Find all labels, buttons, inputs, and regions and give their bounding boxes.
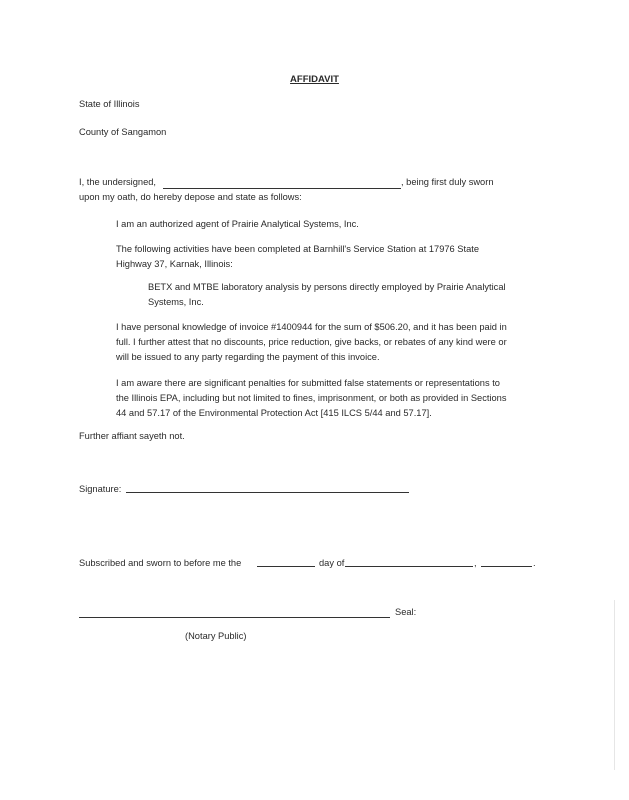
penalty-line-2: the Illinois EPA, including but not limited to fines, imprisonment, or both as provided in Sections [116, 393, 507, 403]
invoice-line-1: I have personal knowledge of invoice #1400944 for the sum of $506.20, and it has been paid in [116, 322, 507, 332]
comma: , [474, 558, 477, 568]
scan-edge-mark [614, 600, 615, 770]
intro-end: , being first duly sworn [401, 177, 494, 187]
day-blank[interactable] [257, 566, 315, 567]
document-title: AFFIDAVIT [290, 74, 339, 85]
notary-public-label: (Notary Public) [185, 631, 247, 641]
notary-signature-blank[interactable] [79, 617, 390, 618]
state-line: State of Illinois [79, 99, 140, 109]
penalty-line-3: 44 and 57.17 of the Environmental Protection Act [415 ILCS 5/44 and 57.17]. [116, 408, 432, 418]
penalty-line-1: I am aware there are significant penalties for submitted false statements or representations to [116, 378, 500, 388]
intro-start: I, the undersigned, [79, 177, 157, 187]
analysis-line-1: BETX and MTBE laboratory analysis by persons directly employed by Prairie Analytical [148, 282, 506, 292]
analysis-line-2: Systems, Inc. [148, 297, 204, 307]
county-line: County of Sangamon [79, 127, 167, 137]
month-blank[interactable] [345, 566, 473, 567]
year-blank[interactable] [481, 566, 532, 567]
signature-label: Signature: [79, 484, 122, 494]
period: . [533, 558, 536, 568]
intro-line-2: upon my oath, do hereby depose and state as follows: [79, 192, 302, 202]
activities-line-2: Highway 37, Karnak, Illinois: [116, 259, 233, 269]
agent-statement: I am an authorized agent of Prairie Analytical Systems, Inc. [116, 219, 359, 229]
undersigned-name-blank[interactable] [163, 188, 401, 189]
signature-blank[interactable] [126, 492, 409, 493]
activities-line-1: The following activities have been completed at Barnhill's Service Station at 17976 State [116, 244, 480, 254]
subscribed-statement: Subscribed and sworn to before me the [79, 558, 242, 568]
day-of-label: day of [319, 558, 345, 568]
further-affiant: Further affiant sayeth not. [79, 431, 185, 441]
invoice-line-3: will be issued to any party regarding the payment of this invoice. [116, 352, 380, 362]
invoice-line-2: full. I further attest that no discounts, price reduction, give backs, or rebates of any kind were or [116, 337, 507, 347]
seal-label: Seal: [395, 607, 417, 617]
